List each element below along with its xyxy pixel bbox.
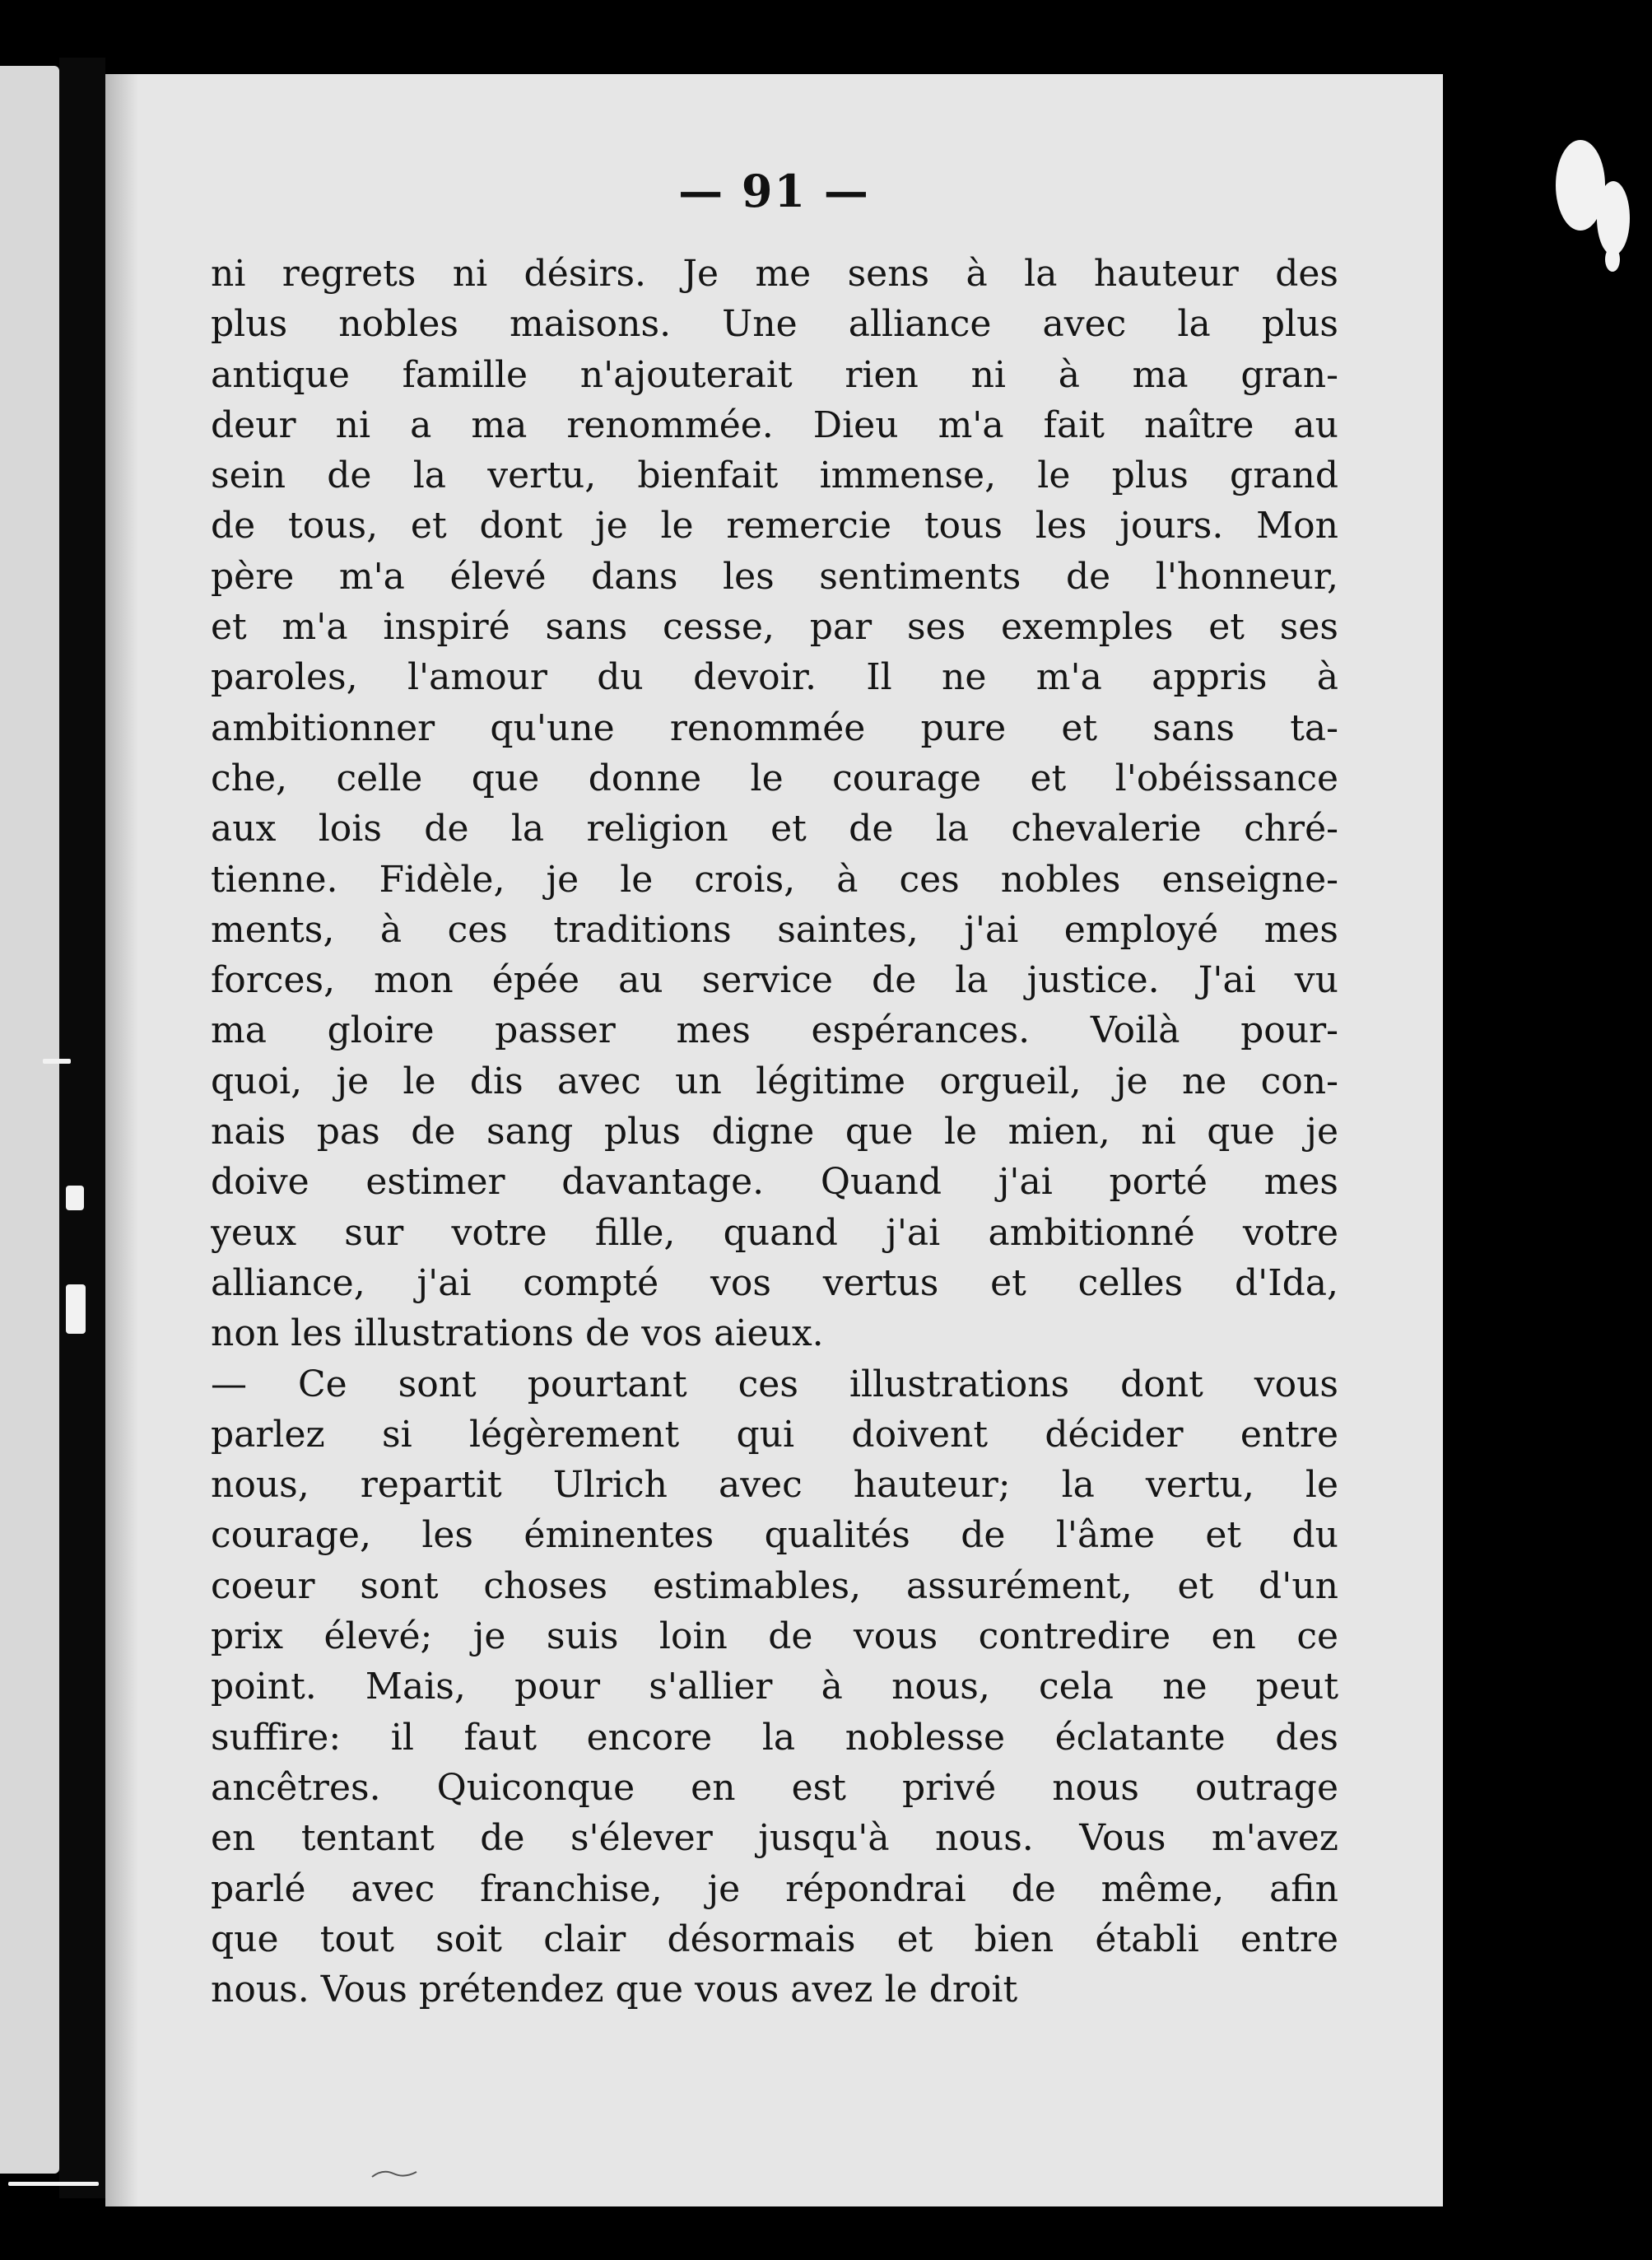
- scan-debris: [1597, 181, 1630, 255]
- scan-debris: [43, 1059, 71, 1064]
- text-line: quoi, je le dis avec un légitime orgueil, je ne con-: [211, 1060, 1338, 1102]
- text-line: deur ni a ma renommée. Dieu m'a fait naître au: [211, 403, 1338, 446]
- text-line: parlé avec franchise, je répondrai de même, afin: [211, 1867, 1338, 1910]
- text-line: nais pas de sang plus digne que le mien, ni que je: [211, 1111, 1338, 1153]
- scan-debris: [8, 2182, 99, 2186]
- text-line: ma gloire passer mes espérances. Voilà pour-: [211, 1009, 1338, 1052]
- text-line: aux lois de la religion et de la chevalerie chré-: [211, 808, 1338, 850]
- text-line: tienne. Fidèle, je le crois, à ces nobles enseigne-: [211, 858, 1338, 901]
- text-line: sein de la vertu, bienfait immense, le plus grand: [211, 454, 1338, 497]
- text-line: et m'a inspiré sans cesse, par ses exemples et ses: [211, 606, 1338, 649]
- text-line: paroles, l'amour du devoir. Il ne m'a appris à: [211, 656, 1338, 699]
- text-line: che, celle que donne le courage et l'obéissance: [211, 757, 1338, 799]
- text-line: parlez si légèrement qui doivent décider entre: [211, 1413, 1338, 1456]
- book-binding: [59, 58, 105, 2198]
- page-number: — 91 —: [678, 165, 870, 217]
- text-line: alliance, j'ai compté vos vertus et celles d'Ida,: [211, 1261, 1338, 1304]
- page-sheet: [105, 74, 1443, 2206]
- text-line: antique famille n'ajouterait rien ni à ma gran-: [211, 353, 1338, 396]
- text-line: plus nobles maisons. Une alliance avec la plus: [211, 303, 1338, 346]
- text-line: point. Mais, pour s'allier à nous, cela ne peut: [211, 1666, 1338, 1708]
- text-line: non les illustrations de vos aieux.: [211, 1312, 824, 1355]
- text-line: yeux sur votre fille, quand j'ai ambitionné votre: [211, 1211, 1338, 1254]
- text-line: en tentant de s'élever jusqu'à nous. Vous m'avez: [211, 1817, 1338, 1860]
- scan-debris: [66, 1186, 84, 1210]
- text-line: coeur sont choses estimables, assurément, et d'un: [211, 1564, 1338, 1607]
- body-text: [211, 249, 1338, 2015]
- text-line: ancêtres. Quiconque en est privé nous outrage: [211, 1766, 1338, 1809]
- text-line: ambitionner qu'une renommée pure et sans ta-: [211, 706, 1338, 749]
- text-line: forces, mon épée au service de la justice. J'ai vu: [211, 959, 1338, 1002]
- scan-debris: [1605, 247, 1620, 272]
- text-line: père m'a élevé dans les sentiments de l'honneur,: [211, 555, 1338, 598]
- scan-debris: [66, 1284, 86, 1334]
- page-gutter-shadow: [105, 74, 138, 2206]
- text-line: ni regrets ni désirs. Je me sens à la hauteur des: [211, 253, 1338, 295]
- text-line: suffire: il faut encore la noblesse éclatante des: [211, 1716, 1338, 1759]
- previous-page-edge: [0, 66, 59, 2174]
- text-line: prix élevé; je suis loin de vous contredire en ce: [211, 1615, 1338, 1658]
- scan-debris: [1580, 144, 1590, 157]
- text-line: nous. Vous prétendez que vous avez le droit: [211, 1969, 1018, 2011]
- pen-mark: [370, 2165, 420, 2182]
- text-line: nous, repartit Ulrich avec hauteur; la vertu, le: [211, 1464, 1338, 1507]
- text-line: — Ce sont pourtant ces illustrations dont vous: [211, 1363, 1338, 1405]
- text-line: courage, les éminentes qualités de l'âme et du: [211, 1514, 1338, 1557]
- text-line: que tout soit clair désormais et bien établi entre: [211, 1918, 1338, 1960]
- text-line: doive estimer davantage. Quand j'ai porté mes: [211, 1161, 1338, 1204]
- text-line: de tous, et dont je le remercie tous les jours. Mon: [211, 505, 1338, 548]
- text-line: ments, à ces traditions saintes, j'ai employé mes: [211, 908, 1338, 951]
